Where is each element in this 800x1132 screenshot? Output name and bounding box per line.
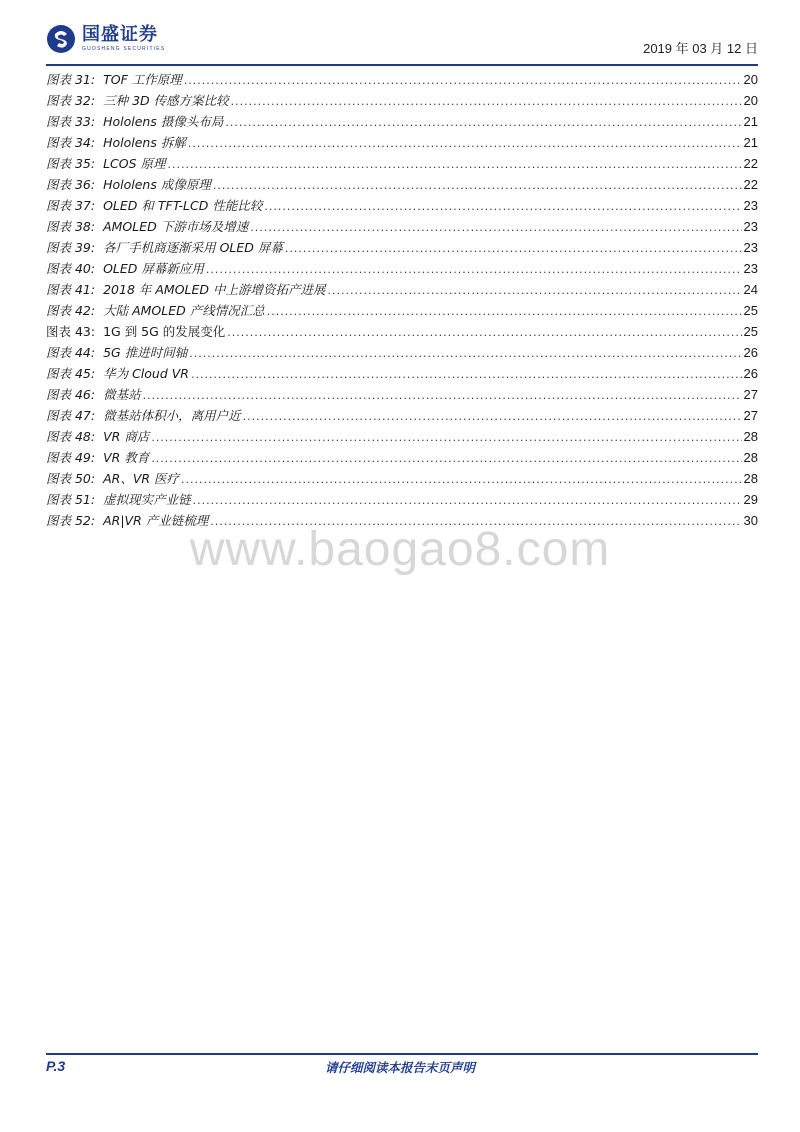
toc-entry-label: 图表 48: [46, 429, 96, 444]
toc-entry-label: 图表 42: [46, 303, 96, 318]
toc-entry-title: 大陆 AMOLED 产线情况汇总 [103, 303, 265, 318]
toc-entry-label: 图表 39: [46, 240, 96, 255]
toc-entry[interactable] [46, 469, 758, 490]
disclaimer-note: 请仔细阅读本报告末页声明 [324, 1060, 475, 1075]
toc-entry[interactable] [46, 175, 758, 196]
toc-dot-leader [151, 452, 741, 465]
company-logo [46, 24, 165, 54]
toc-dot-leader [151, 431, 741, 444]
guosheng-logo-icon [46, 24, 76, 54]
toc-entry-page: 23 [743, 219, 758, 234]
toc-dot-leader [225, 116, 741, 129]
toc-entry[interactable] [46, 238, 758, 259]
toc-dot-leader [143, 389, 742, 402]
toc-dot-leader [285, 242, 742, 255]
toc-entry-label: 图表 40: [46, 261, 96, 276]
toc-dot-leader [189, 347, 741, 360]
toc-entry-label: 图表 52: [46, 513, 96, 528]
toc-dot-leader [181, 473, 741, 486]
toc-entry-label: 图表 47: [46, 408, 96, 423]
toc-entry[interactable] [46, 364, 758, 385]
toc-entry-label: 图表 43: [46, 324, 96, 339]
toc-entry-label: 图表 34: [46, 135, 96, 150]
toc-entry-title: TOF 工作原理 [103, 72, 182, 87]
toc-entry-title: OLED 屏幕新应用 [103, 261, 204, 276]
toc-entry[interactable] [46, 385, 758, 406]
toc-entry-page: 25 [743, 303, 758, 318]
toc-entry-title: Hololens 成像原理 [103, 177, 211, 192]
toc-dot-leader [328, 284, 742, 297]
page-header [46, 22, 758, 62]
toc-entry-label: 图表 36: [46, 177, 96, 192]
toc-dot-leader [267, 305, 742, 318]
toc-entry[interactable] [46, 217, 758, 238]
toc-entry-label: 图表 50: [46, 471, 96, 486]
page-number: P.3 [46, 1058, 66, 1074]
toc-dot-leader [206, 263, 742, 276]
toc-entry-label: 图表 41: [46, 282, 96, 297]
toc-entry-label: 图表 44: [46, 345, 96, 360]
toc-dot-leader [191, 368, 742, 381]
toc-entry-page: 21 [743, 135, 758, 150]
toc-dot-leader [231, 95, 742, 108]
toc-entry[interactable] [46, 91, 758, 112]
toc-entry-title: LCOS 原理 [103, 156, 166, 171]
toc-entry[interactable] [46, 406, 758, 427]
toc-entry-label: 图表 37: [46, 198, 96, 213]
toc-entry[interactable] [46, 133, 758, 154]
toc-entry-title: VR 教育 [103, 450, 150, 465]
toc-entry[interactable] [46, 280, 758, 301]
watermark: www.baogao8.com [189, 523, 611, 576]
toc-entry-page: 23 [743, 240, 758, 255]
toc-entry-page: 26 [743, 345, 758, 360]
footer-divider [46, 1053, 758, 1055]
toc-entry-label: 图表 31: [46, 72, 96, 87]
toc-entry-title: AR、VR 医疗 [103, 471, 180, 486]
header-divider [46, 64, 758, 66]
toc-entry[interactable] [46, 343, 758, 364]
toc-dot-leader [188, 137, 742, 150]
toc-entry-page: 30 [743, 513, 758, 528]
toc-entry[interactable] [46, 70, 758, 91]
toc-dot-leader [264, 200, 741, 213]
toc-entry[interactable] [46, 427, 758, 448]
toc-entry-page: 22 [743, 156, 758, 171]
toc-entry-title: AR|VR 产业链梳理 [103, 513, 209, 528]
toc-entry-page: 29 [743, 492, 758, 507]
toc-dot-leader [168, 158, 742, 171]
toc-entry-label: 图表 46: [46, 387, 96, 402]
toc-dot-leader [227, 326, 741, 339]
toc-entry-page: 28 [743, 450, 758, 465]
toc-entry-label: 图表 45: [46, 366, 96, 381]
logo-subtext: GUOSHENG SECURITIES [82, 46, 166, 52]
toc-entry-title: 5G 推进时间轴 [103, 345, 188, 360]
toc-entry-title: 微基站 [103, 387, 141, 402]
toc-entry[interactable] [46, 301, 758, 322]
toc-entry[interactable] [46, 490, 758, 511]
toc-entry-page: 23 [743, 198, 758, 213]
toc-entry[interactable] [46, 154, 758, 175]
toc-dot-leader [243, 410, 742, 423]
toc-entry-title: 各厂手机商逐渐采用 OLED 屏幕 [103, 240, 283, 255]
toc-entry[interactable] [46, 448, 758, 469]
toc-entry-label: 图表 32: [46, 93, 96, 108]
toc-entry-page: 28 [743, 429, 758, 444]
toc-entry-page: 24 [743, 282, 758, 297]
toc-entry[interactable] [46, 322, 758, 343]
toc-entry-label: 图表 51: [46, 492, 96, 507]
toc-entry-page: 20 [743, 93, 758, 108]
toc-entry-page: 25 [743, 324, 758, 339]
toc-entry-label: 图表 33: [46, 114, 96, 129]
toc-entry-title: OLED 和 TFT-LCD 性能比较 [103, 198, 263, 213]
toc-entry[interactable] [46, 196, 758, 217]
toc-entry-title: Hololens 拆解 [103, 135, 186, 150]
report-date: 2019 年 03 月 12 日 [643, 41, 758, 56]
toc-entry-title: Hololens 摄像头布局 [103, 114, 224, 129]
toc-entry-title: 虚拟现实产业链 [103, 492, 191, 507]
toc-entry-label: 图表 49: [46, 450, 96, 465]
toc-dot-leader [193, 494, 742, 507]
toc-entry-page: 28 [743, 471, 758, 486]
toc-entry-page: 27 [743, 408, 758, 423]
toc-dot-leader [184, 74, 742, 87]
figure-index-list [46, 70, 758, 532]
toc-entry-title: 2018 年 AMOLED 中上游增资拓产进展 [103, 282, 326, 297]
toc-entry-title: 1G 到 5G 的发展变化 [103, 324, 226, 339]
logo-text: 国盛证券 [82, 24, 158, 45]
toc-entry-page: 27 [743, 387, 758, 402]
toc-entry-title: 微基站体积小，离用户近 [103, 408, 241, 423]
toc-entry-label: 图表 38: [46, 219, 96, 234]
toc-entry[interactable] [46, 259, 758, 280]
toc-entry[interactable] [46, 112, 758, 133]
toc-entry-title: VR 商店 [103, 429, 150, 444]
toc-entry-title: AMOLED 下游市场及增速 [103, 219, 249, 234]
toc-entry-label: 图表 35: [46, 156, 96, 171]
toc-entry-page: 20 [743, 72, 758, 87]
toc-dot-leader [213, 179, 742, 192]
toc-entry-page: 23 [743, 261, 758, 276]
toc-entry-title: 华为 Cloud VR [103, 366, 189, 381]
toc-entry-page: 21 [743, 114, 758, 129]
toc-entry-page: 26 [743, 366, 758, 381]
toc-entry-page: 22 [743, 177, 758, 192]
toc-dot-leader [250, 221, 741, 234]
toc-entry-title: 三种 3D 传感方案比较 [103, 93, 229, 108]
